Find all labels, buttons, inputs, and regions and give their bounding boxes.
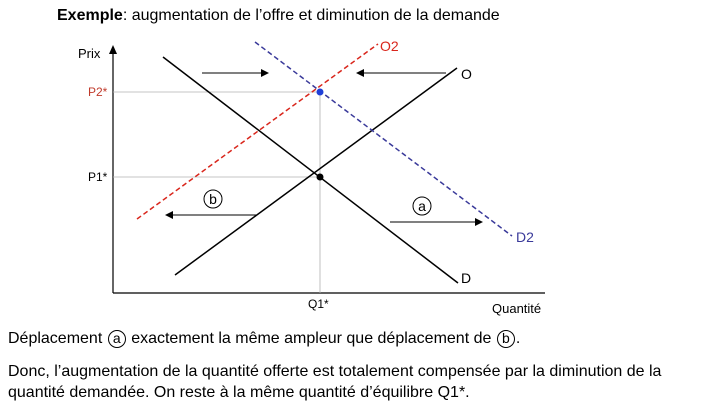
curve-label-o: O <box>461 66 472 82</box>
curve-label-o2: O2 <box>380 38 399 54</box>
line1-end: . <box>515 330 521 347</box>
conclusion-paragraph: Donc, l’augmentation de la quantité offerte est totalement compensée par la diminution de la quantité demandée. On reste à la même quantité d’équilibre Q1*. <box>8 363 662 401</box>
quantity-label-q1: Q1* <box>308 297 329 311</box>
explanation-line <box>8 330 520 348</box>
circled-b: b <box>497 330 515 348</box>
x-axis-label: Quantité <box>492 301 542 316</box>
equilibrium-point-new <box>317 89 324 96</box>
price-label-p2: P2* <box>88 85 108 99</box>
y-axis-label: Prix <box>78 46 101 61</box>
price-label-p1: P1* <box>88 170 108 184</box>
circled-a: a <box>108 330 126 348</box>
line1-part1: Déplacement <box>8 330 103 347</box>
shift-label-a: a <box>418 198 426 214</box>
demand-curve-d2 <box>255 42 512 236</box>
curve-label-d: D <box>461 270 472 286</box>
title-text: : augmentation de l’offre et diminution de la demande <box>122 7 500 24</box>
line1-part2: exactement la même ampleur que déplacement de <box>131 330 492 347</box>
supply-curve-o2 <box>137 44 378 219</box>
equilibrium-point-initial <box>317 174 324 181</box>
shift-label-b: b <box>209 191 217 207</box>
title-bold: Exemple <box>57 7 123 24</box>
curve-label-d2: D2 <box>516 229 534 245</box>
y-axis-arrow-icon <box>109 45 117 54</box>
demand-curve-d <box>163 57 458 283</box>
